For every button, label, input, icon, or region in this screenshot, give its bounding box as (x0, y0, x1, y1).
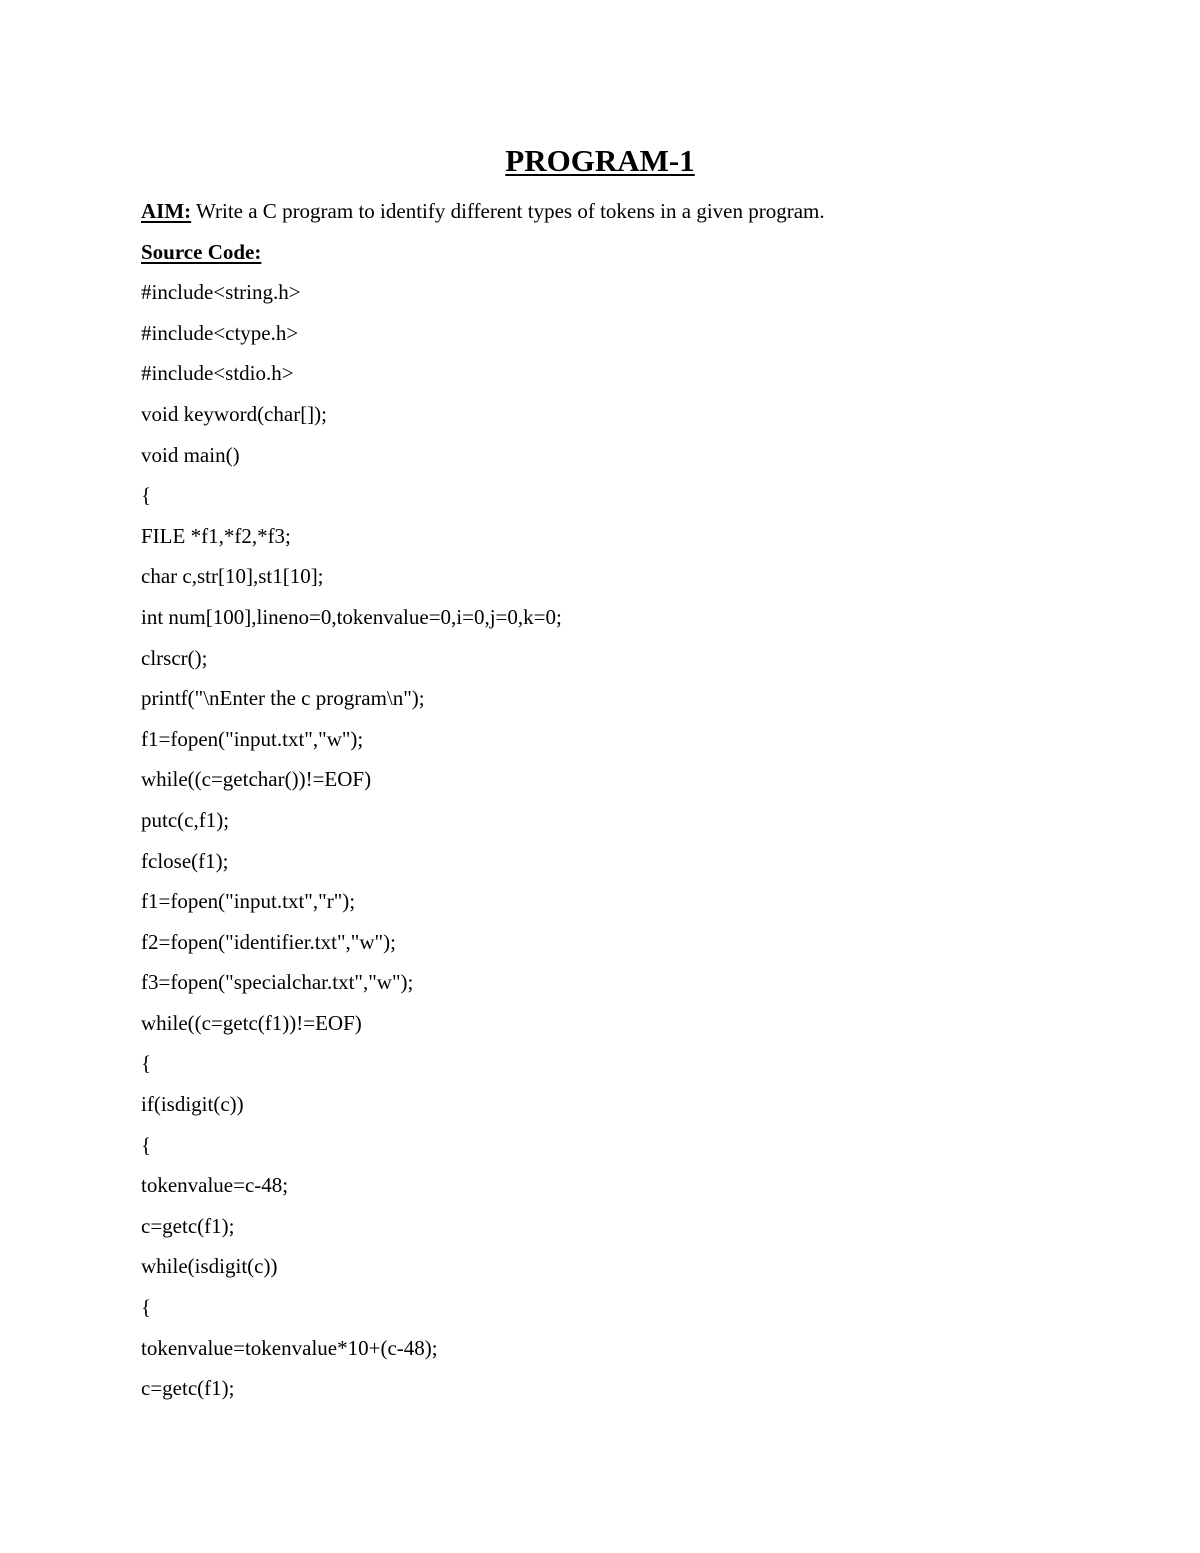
code-line: #include<stdio.h> (141, 361, 294, 386)
code-line: f1=fopen("input.txt","w"); (141, 726, 364, 751)
code-line: tokenvalue=c-48; (141, 1173, 289, 1198)
code-line: int num[100],lineno=0,tokenvalue=0,i=0,j=0,k=0; (141, 604, 562, 629)
code-line: f3=fopen("specialchar.txt","w"); (141, 970, 414, 995)
code-line: #include<ctype.h> (141, 320, 299, 345)
code-line: { (141, 1295, 152, 1320)
code-line: { (141, 1132, 152, 1157)
code-line: clrscr(); (141, 645, 208, 670)
code-line: void keyword(char[]); (141, 401, 328, 426)
code-line: while((c=getc(f1))!=EOF) (141, 1010, 362, 1035)
code-line: #include<string.h> (141, 280, 301, 305)
code-line: c=getc(f1); (141, 1376, 235, 1401)
code-line: while(isdigit(c)) (141, 1254, 278, 1279)
code-line: char c,str[10],st1[10]; (141, 564, 324, 589)
page-title (0, 141, 1200, 181)
aim-label: AIM: (141, 199, 192, 223)
title-text: PROGRAM-1 (505, 143, 695, 178)
aim-line (141, 191, 1101, 232)
source-code-label: Source Code: (141, 239, 262, 264)
code-line: while((c=getchar())!=EOF) (141, 767, 372, 792)
code-line: if(isdigit(c)) (141, 1092, 244, 1117)
aim-text: Write a C program to identify different types of tokens in a given program. (191, 199, 825, 223)
document-body (141, 191, 1101, 1409)
code-line: putc(c,f1); (141, 807, 230, 832)
source-code-heading (141, 232, 1101, 273)
code-line: tokenvalue=tokenvalue*10+(c-48); (141, 1335, 438, 1360)
code-line: printf("\nEnter the c program\n"); (141, 686, 425, 711)
code-line: FILE *f1,*f2,*f3; (141, 523, 291, 548)
code-line: { (141, 483, 152, 508)
code-line: f2=fopen("identifier.txt","w"); (141, 929, 396, 954)
code-line: { (141, 1051, 152, 1076)
code-line: c=getc(f1); (141, 1213, 235, 1238)
code-block (141, 272, 1101, 1409)
code-line: void main() (141, 442, 240, 467)
code-line: f1=fopen("input.txt","r"); (141, 889, 356, 914)
code-line: fclose(f1); (141, 848, 229, 873)
